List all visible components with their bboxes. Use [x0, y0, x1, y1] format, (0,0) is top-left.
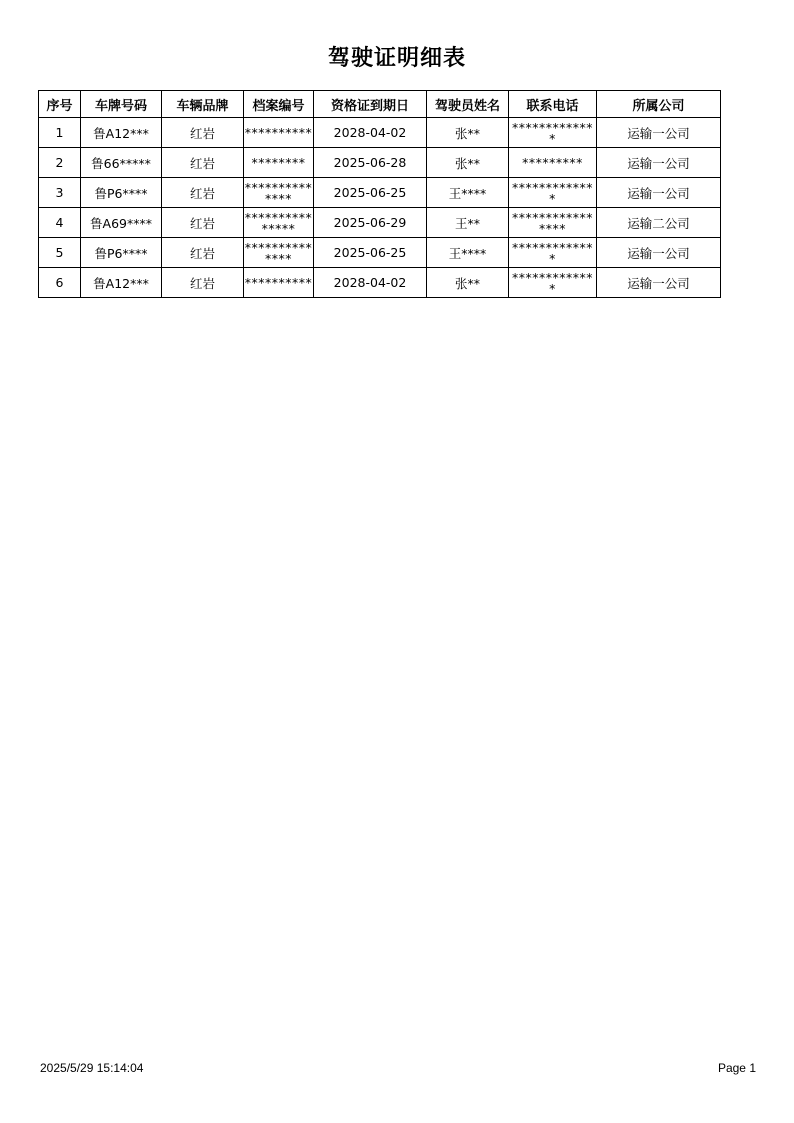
cell-index: 1	[39, 118, 81, 148]
table-row	[39, 268, 721, 298]
table-row	[39, 178, 721, 208]
cell-company: 运输一公司	[597, 178, 721, 208]
cell-phone: *************	[509, 118, 597, 148]
table-row	[39, 238, 721, 268]
cell-company: 运输一公司	[597, 118, 721, 148]
cell-plate: 鲁66*****	[81, 148, 162, 178]
cell-phone: *************	[509, 268, 597, 298]
cell-expiry: 2025-06-29	[314, 208, 427, 238]
cell-index: 4	[39, 208, 81, 238]
cell-plate: 鲁P6****	[81, 178, 162, 208]
column-header-driver-name: 驾驶员姓名	[427, 91, 509, 118]
cell-expiry: 2025-06-28	[314, 148, 427, 178]
cell-file-number: ***************	[244, 209, 313, 236]
cell-brand: 红岩	[162, 208, 244, 238]
driver-license-table	[38, 90, 721, 298]
cell-driver-name: 王**	[427, 208, 509, 238]
column-header-file-number: 档案编号	[244, 91, 314, 118]
cell-brand: 红岩	[162, 148, 244, 178]
cell-file-number: **********	[244, 118, 314, 148]
cell-index: 3	[39, 178, 81, 208]
cell-index: 6	[39, 268, 81, 298]
cell-brand: 红岩	[162, 238, 244, 268]
column-header-brand: 车辆品牌	[162, 91, 244, 118]
cell-expiry: 2025-06-25	[314, 238, 427, 268]
cell-company: 运输一公司	[597, 148, 721, 178]
cell-index: 2	[39, 148, 81, 178]
table-row	[39, 118, 721, 148]
column-header-company: 所属公司	[597, 91, 721, 118]
cell-company: 运输一公司	[597, 238, 721, 268]
cell-brand: 红岩	[162, 178, 244, 208]
cell-file-number: ********	[244, 148, 314, 178]
cell-expiry: 2025-06-25	[314, 178, 427, 208]
cell-brand: 红岩	[162, 268, 244, 298]
cell-company: 运输一公司	[597, 268, 721, 298]
cell-driver-name: 王****	[427, 238, 509, 268]
cell-driver-name: 张**	[427, 268, 509, 298]
cell-driver-name: 张**	[427, 118, 509, 148]
cell-phone: *************	[509, 178, 597, 208]
table-row	[39, 148, 721, 178]
cell-driver-name: 张**	[427, 148, 509, 178]
cell-plate: 鲁A12***	[81, 118, 162, 148]
cell-phone: *************	[509, 238, 597, 268]
cell-index: 5	[39, 238, 81, 268]
column-header-phone: 联系电话	[509, 91, 597, 118]
column-header-plate: 车牌号码	[81, 91, 162, 118]
page-number: Page 1	[717, 1061, 756, 1075]
table-row	[39, 208, 721, 238]
page-title: 驾驶证明细表	[327, 45, 466, 71]
print-timestamp: 2025/5/29 15:14:04	[40, 1061, 144, 1075]
cell-plate: 鲁A69****	[81, 208, 162, 238]
cell-plate: 鲁A12***	[81, 268, 162, 298]
cell-phone: ****************	[509, 208, 597, 238]
table-header-row	[39, 91, 721, 118]
cell-driver-name: 王****	[427, 178, 509, 208]
cell-expiry: 2028-04-02	[314, 118, 427, 148]
cell-file-number: **************	[244, 179, 313, 206]
cell-phone: *********	[509, 148, 597, 178]
cell-brand: 红岩	[162, 118, 244, 148]
cell-plate: 鲁P6****	[81, 238, 162, 268]
cell-file-number: **********	[244, 268, 314, 298]
cell-company: 运输二公司	[597, 208, 721, 238]
column-header-expiry: 资格证到期日	[314, 91, 427, 118]
cell-expiry: 2028-04-02	[314, 268, 427, 298]
column-header-index: 序号	[39, 91, 81, 118]
cell-file-number: **************	[244, 239, 313, 266]
